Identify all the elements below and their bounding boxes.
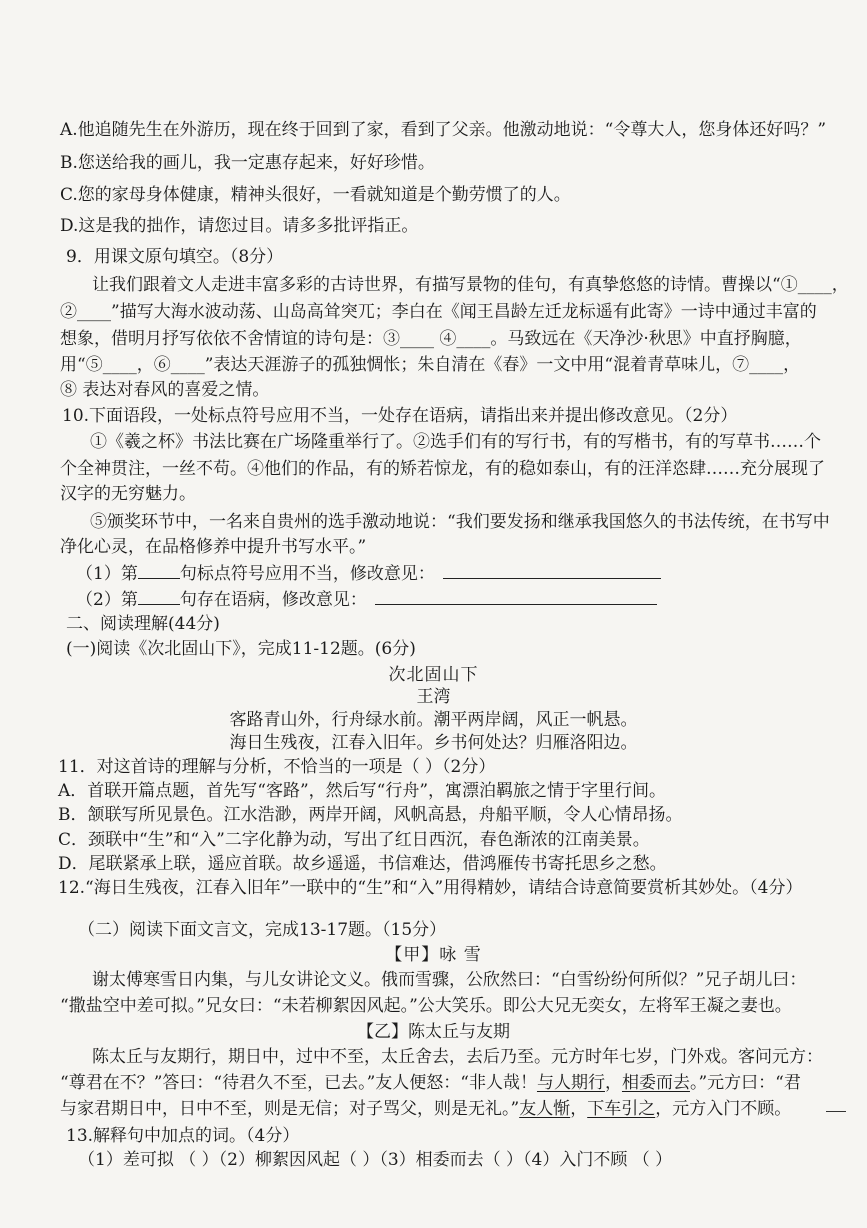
q10-sub-1: （1）第 句标点符号应用不当，修改意见： (76, 560, 661, 586)
poem-author: 王湾 (416, 687, 451, 707)
q13-title: 13.解释句中加点的词。（4分） (66, 1126, 300, 1146)
part-2-title: （二）阅读下面文言文，完成13-17题。（15分） (78, 920, 447, 940)
q11-title: 11．对这首诗的理解与分析，不恰当的一项是（ ）（2分） (58, 757, 496, 777)
yi-line-3: 与家君期日中，日中不至，则是无信；对子骂父，则是无礼。”友人惭，下车引之，元方入门不顾。 (60, 1099, 792, 1119)
yi-title: 【乙】陈太丘与友期 (357, 1022, 510, 1042)
q10-para-4: ⑤颁奖环节中，一名来自贵州的选手激动地说：“我们要发扬和继承我国悠久的书法传统，在书写中 (90, 512, 830, 532)
yi-line-2: “尊君在不？”答曰：“待君久不至，已去。”友人便怒：“非人哉！与人期行，相委而去。”元方曰：“君 (60, 1073, 801, 1093)
q10-title: 10.下面语段，一处标点符号应用不当，一处存在语病，请指出来并提出修改意见。（2分） (62, 406, 738, 426)
q12-title: 12.“海日生残夜，江春入旧年”一联中的“生”和“入”用得精妙，请结合诗意简要赏析其妙处。（4分） (58, 878, 803, 898)
q11-option-d: D．尾联紧承上联，遥应首联。故乡遥遥，书信难达，借鸿雁传书寄托思乡之愁。 (58, 854, 667, 874)
q9-line-3: 想象，借明月抒写依依不舍情谊的诗句是：③____ ④____。马致远在《天净沙·秋思》中直抒胸臆， (60, 329, 802, 349)
q8-option-d: D.这是我的拙作，请您过目。请多多批评指正。 (60, 216, 419, 236)
answer-line[interactable] (375, 586, 657, 605)
q10-sub-2: （2）第 句存在语病，修改意见： (76, 586, 657, 612)
q9-line-2: ②____”描写大海水波动荡、山岛高耸突兀；李白在《闻王昌龄左迁龙标遥有此寄》一诗中通过丰富的 (60, 302, 817, 322)
q10-para-5: 净化心灵，在品格修养中提升书写水平。” (60, 537, 367, 557)
underlined-phrase: 与人期行 (536, 1073, 605, 1093)
poem-line-1: 客路青山外，行舟绿水前。潮平两岸阔，风正一帆悬。 (229, 710, 638, 730)
underlined-phrase: 下车引之 (587, 1099, 656, 1119)
q8-option-b: B.您送给我的画儿，我一定惠存起来，好好珍惜。 (60, 153, 435, 173)
q11-option-b: B．颔联写所见景色。江水浩渺，两岸开阔，风帆高悬，舟船平顺，令人心情昂扬。 (58, 805, 683, 825)
yi-line-1: 陈太丘与友期行，期日中，过中不至，太丘舍去，去后乃至。元方时年七岁，门外戏。客问元方： (92, 1047, 823, 1067)
margin-mark (826, 1111, 846, 1112)
q8-option-c: C.您的家母身体健康，精神头很好，一看就知道是个勤劳惯了的人。 (60, 185, 571, 205)
q13-items: （1）差可拟 （ ）（2）柳絮因风起（ ）（3）相委而去（ ）（4）入门不顾 （ ） (78, 1150, 673, 1170)
q11-option-c: C．颈联中“生”和“入”二字化静为动，写出了红日西沉，春色渐浓的江南美景。 (58, 830, 650, 850)
q9-line-5: ⑧ 表达对春风的喜爱之情。 (60, 380, 270, 400)
answer-blank[interactable] (138, 586, 180, 605)
q11-option-a: A．首联开篇点题，首先写“客路”，然后写“行舟”，寓漂泊羁旅之情于字里行间。 (58, 781, 667, 801)
answer-blank[interactable] (138, 560, 180, 579)
q10-para-3: 汉字的无穷魅力。 (60, 484, 196, 504)
q10-para-1: ①《羲之杯》书法比赛在广场隆重举行了。②选手们有的写行书，有的写楷书，有的写草书……个 (90, 432, 821, 452)
jia-title: 【甲】咏 雪 (385, 945, 482, 965)
q9-line-4: 用“⑤____，⑥____”表达天涯游子的孤独惆怅；朱自清在《春》一文中用“混着青草味儿，⑦____， (60, 355, 801, 375)
q8-option-a: A.他追随先生在外游历，现在终于回到了家，看到了父亲。他激动地说：“令尊大人，您身体还好吗？” (60, 120, 827, 140)
poem-title: 次北固山下 (388, 665, 479, 685)
poem-line-2: 海日生残夜，江春入旧年。乡书何处达？归雁洛阳边。 (229, 733, 638, 753)
q10-para-2: 个全神贯注，一丝不苟。④他们的作品，有的矫若惊龙，有的稳如泰山，有的汪洋恣肆……充分展现了 (60, 459, 825, 479)
jia-line-1: 谢太傅寒雪日内集，与儿女讲论文义。俄而雪骤，公欣然曰：“白雪纷纷何所似？”兄子胡儿曰： (92, 970, 807, 990)
answer-line[interactable] (443, 560, 661, 579)
section-2-title: 二、阅读理解(44分) (66, 614, 220, 634)
part-1-title: (一)阅读《次北固山下》，完成11-12题。(6分) (66, 639, 416, 659)
underlined-phrase: 友人惭 (519, 1099, 571, 1119)
q9-line-1: 让我们跟着文人走进丰富多彩的古诗世界，有描写景物的佳句，有真挚悠悠的诗情。曹操以“①____， (92, 275, 849, 295)
underlined-phrase: 相委而去 (621, 1073, 690, 1093)
jia-line-2: “撒盐空中差可拟。”兄女曰：“未若柳絮因风起。”公大笑乐。即公大兄无奕女，左将军王凝之妻也。 (60, 996, 792, 1016)
q9-title: 9．用课文原句填空。（8分） (66, 247, 284, 267)
